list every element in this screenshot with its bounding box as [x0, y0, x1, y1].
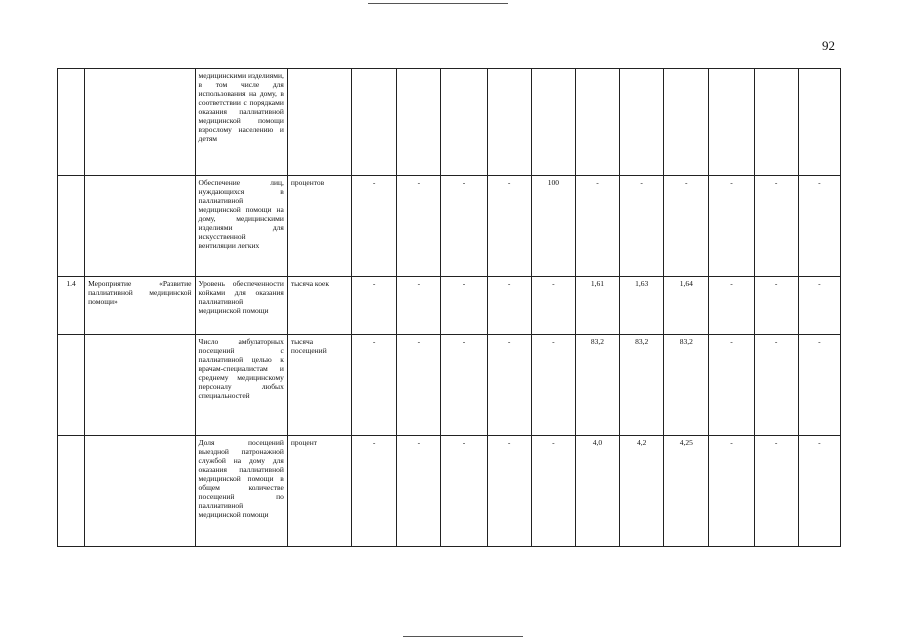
value-cell: 4,0 [575, 436, 619, 547]
value-cell: 83,2 [620, 335, 664, 436]
value-cell: - [352, 335, 397, 436]
value-cell [754, 69, 798, 176]
value-cell: - [709, 335, 754, 436]
top-rule [368, 3, 508, 4]
value-cell: - [575, 176, 619, 277]
value-cell: - [352, 277, 397, 335]
value-cell: - [754, 436, 798, 547]
value-cell: - [754, 277, 798, 335]
indicator-name: Обеспечение лиц, нуждающихся в паллиативной медицинской помощи на дому, медицинскими изделиями для искусственной вентиляции легких [195, 176, 287, 277]
page-number: 92 [822, 38, 835, 53]
value-cell: 1,61 [575, 277, 619, 335]
value-cell: 83,2 [664, 335, 709, 436]
value-cell: - [441, 335, 487, 436]
value-cell: - [397, 176, 441, 277]
value-cell: - [754, 335, 798, 436]
event-name [85, 176, 195, 277]
value-cell: - [397, 277, 441, 335]
value-cell [620, 69, 664, 176]
value-cell: 4,2 [620, 436, 664, 547]
value-cell [798, 69, 840, 176]
indicator-name: медицинскими изделиями, в том числе для использования на дому, в соответствии с порядками оказания паллиативной медицинской помощи взрослому населению и детям [195, 69, 287, 176]
table-row [58, 69, 841, 176]
indicators-table [57, 68, 841, 547]
event-name [85, 69, 195, 176]
value-cell: - [620, 176, 664, 277]
value-cell: 100 [531, 176, 575, 277]
value-cell [352, 69, 397, 176]
value-cell: - [441, 277, 487, 335]
value-cell [487, 69, 531, 176]
value-cell: - [487, 436, 531, 547]
value-cell: - [397, 335, 441, 436]
table-row [58, 277, 841, 335]
value-cell: - [441, 436, 487, 547]
indicator-name: Число амбулаторных посещений с паллиативной целью к врачам-специалистам и среднему медицинскому персоналу любых специальностей [195, 335, 287, 436]
unit [287, 69, 351, 176]
value-cell: - [352, 436, 397, 547]
value-cell: - [709, 277, 754, 335]
unit: тысяча посещений [287, 335, 351, 436]
event-name [85, 436, 195, 547]
value-cell: - [709, 436, 754, 547]
value-cell: - [397, 436, 441, 547]
value-cell: - [798, 436, 840, 547]
value-cell: - [531, 277, 575, 335]
value-cell: - [487, 277, 531, 335]
table-row [58, 436, 841, 547]
indicator-name: Доля посещений выездной патронажной службой на дому для оказания паллиативной медицинской помощи в общем количестве посещений по паллиативной медицинской помощи [195, 436, 287, 547]
table-row [58, 335, 841, 436]
row-number [58, 436, 85, 547]
value-cell: - [352, 176, 397, 277]
value-cell: - [531, 436, 575, 547]
row-number [58, 335, 85, 436]
event-name: Мероприятие «Развитие паллиативной медицинской помощи» [85, 277, 195, 335]
value-cell: - [754, 176, 798, 277]
value-cell: - [441, 176, 487, 277]
value-cell: - [798, 277, 840, 335]
value-cell: - [487, 176, 531, 277]
value-cell: - [487, 335, 531, 436]
value-cell: - [531, 335, 575, 436]
event-name [85, 335, 195, 436]
value-cell: - [709, 176, 754, 277]
value-cell: 83,2 [575, 335, 619, 436]
table-row [58, 176, 841, 277]
bottom-rule [403, 636, 523, 637]
unit: процент [287, 436, 351, 547]
row-number [58, 69, 85, 176]
value-cell [441, 69, 487, 176]
unit: тысяча коек [287, 277, 351, 335]
indicator-name: Уровень обеспеченности койками для оказания паллиативной медицинской помощи [195, 277, 287, 335]
row-number [58, 176, 85, 277]
value-cell: 4,25 [664, 436, 709, 547]
value-cell [709, 69, 754, 176]
value-cell: - [664, 176, 709, 277]
value-cell [397, 69, 441, 176]
value-cell [531, 69, 575, 176]
value-cell: 1,64 [664, 277, 709, 335]
row-number: 1.4 [58, 277, 85, 335]
value-cell: 1,63 [620, 277, 664, 335]
value-cell [575, 69, 619, 176]
unit: процентов [287, 176, 351, 277]
value-cell: - [798, 335, 840, 436]
value-cell: - [798, 176, 840, 277]
value-cell [664, 69, 709, 176]
